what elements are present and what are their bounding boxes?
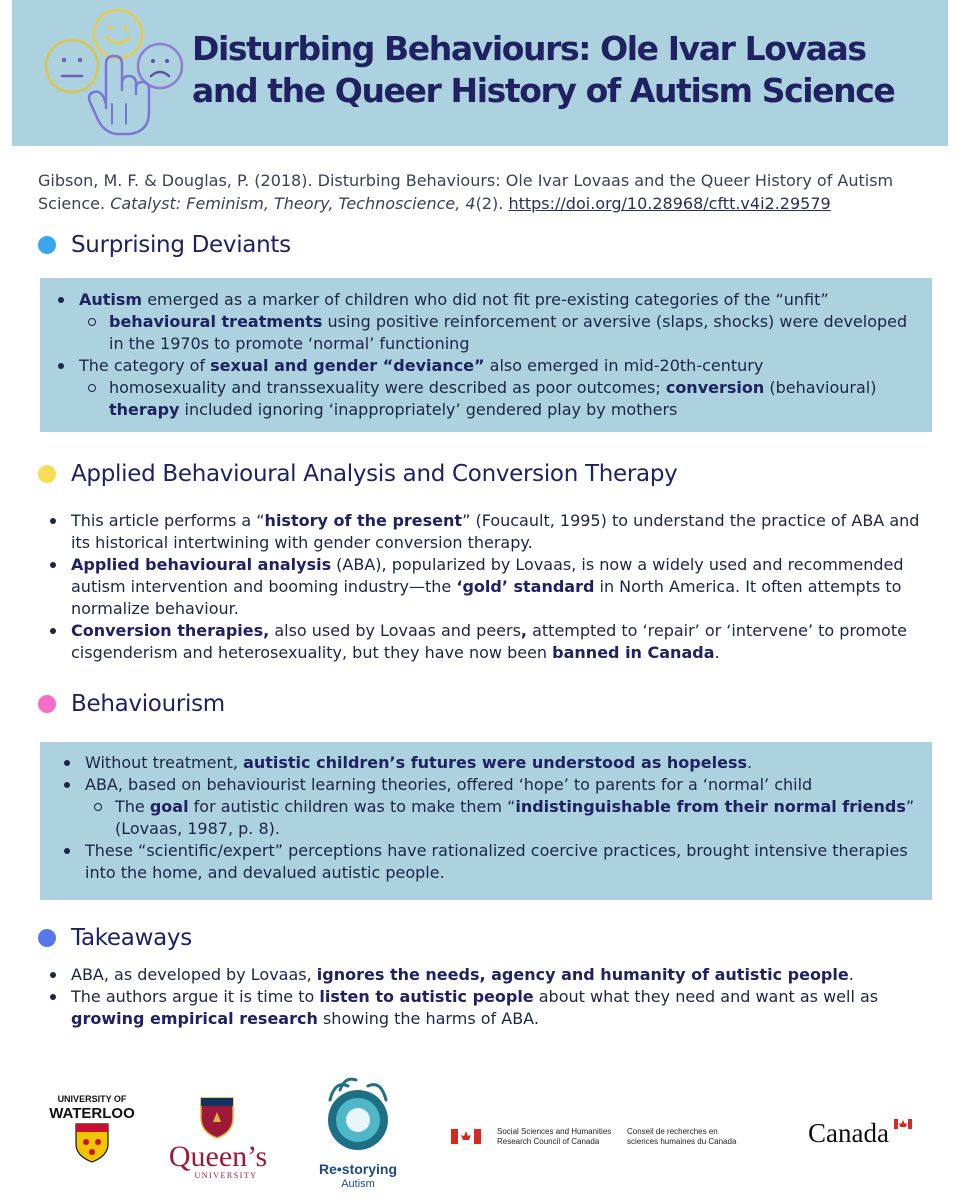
section-title: Applied Behavioural Analysis and Conversion Therapy — [71, 461, 678, 487]
svg-text:Queen’s: Queen’s — [168, 1140, 268, 1173]
list-item: ABA, based on behaviourist learning theories, offered ‘hope’ to parents for a ‘normal’ child — [54, 774, 920, 796]
svg-text:UNIVERSITY OF: UNIVERSITY OF — [57, 1094, 127, 1104]
section-box-surprising-deviants — [40, 278, 932, 432]
canada-wordmark — [808, 1118, 912, 1148]
svg-text:Autism: Autism — [341, 1178, 375, 1190]
waterloo-logo — [49, 1094, 135, 1162]
section-heading-behaviourism — [38, 691, 225, 717]
header-banner — [12, 0, 948, 146]
list-item: Conversion therapies, also used by Lovaas and peers, attempted to ‘repair’ or ‘intervene’ to promote cisgenderism and heterosexuality, but they have now been banned in Canada. — [40, 620, 932, 664]
svg-text:Re•storying: Re•storying — [318, 1161, 398, 1177]
doi-link[interactable]: https://doi.org/10.28968/cftt.v4i2.29579 — [508, 194, 831, 213]
list-item: homosexuality and transsexuality were described as poor outcomes; conversion (behavioural) therapy included ignoring ‘inappropriately’ gendered play by mothers — [48, 377, 920, 421]
list-item: These “scientific/expert” perceptions have rationalized coercive practices, brought intensive therapies into the home, and devalued autistic people. — [54, 840, 920, 884]
blue-dot-icon — [38, 236, 56, 254]
title-line-1: Disturbing Behaviours: Ole Ivar Lovaas — [192, 29, 866, 68]
svg-text:Research Council of Canada: Research Council of Canada — [497, 1137, 600, 1146]
section-heading-aba-conversion — [38, 461, 677, 487]
queens-logo — [169, 1098, 267, 1180]
list-item: Applied behavioural analysis (ABA), popularized by Lovaas, is now a widely used and recommended autism intervention and booming industry—the ‘gold’ standard in North America. It often attempts to normalize behaviour. — [40, 554, 932, 620]
citation-issue: (2). — [475, 194, 504, 213]
title-line-2: and the Queer History of Autism Science — [192, 71, 895, 110]
yellow-dot-icon — [38, 465, 56, 483]
section-box-behaviourism — [40, 742, 932, 900]
restorying-autism-logo — [319, 1079, 397, 1190]
section-body-takeaways — [40, 964, 932, 1030]
section-body-aba-conversion — [40, 510, 932, 664]
page-title — [192, 28, 932, 112]
citation-authors: Gibson, M. F. & Douglas, P. (2018). Disturbing Behaviours: Ole Ivar Lovaas and the Queer History of Autism Science. — [38, 171, 894, 213]
list-item: The authors argue it is time to listen to autistic people about what they need and want as well as growing empirical research showing the harms of ABA. — [40, 986, 932, 1030]
list-item: Autism emerged as a marker of children who did not fit pre-existing categories of the “unfit” — [48, 289, 920, 311]
list-item: The category of sexual and gender “deviance” also emerged in mid-20th-century — [48, 355, 920, 377]
pink-dot-icon — [38, 695, 56, 713]
svg-text:sciences humaines du Canada: sciences humaines du Canada — [627, 1137, 737, 1146]
sshrc-logo — [451, 1127, 737, 1146]
section-title: Behaviourism — [71, 691, 225, 717]
citation-journal-subtitle: : Feminism, Theory, Technoscience, 4 — [175, 194, 476, 213]
emoji-hand-icon — [34, 4, 184, 140]
list-item: behavioural treatments using positive reinforcement or aversive (slaps, shocks) were developed in the 1970s to promote ‘normal’ functioning — [48, 311, 920, 355]
blue-violet-dot-icon — [38, 929, 56, 947]
sponsor-logos — [0, 1070, 960, 1200]
svg-text:Canada: Canada — [808, 1118, 889, 1148]
list-item: ABA, as developed by Lovaas, ignores the needs, agency and humanity of autistic people. — [40, 964, 932, 986]
section-heading-surprising-deviants — [38, 232, 291, 258]
svg-text:Social Sciences and Humanities: Social Sciences and Humanities — [497, 1127, 612, 1136]
section-heading-takeaways — [38, 925, 192, 951]
citation — [38, 169, 928, 215]
list-item: The goal for autistic children was to make them “indistinguishable from their normal friends” (Lovaas, 1987, p. 8). — [54, 796, 920, 840]
list-item: Without treatment, autistic children’s futures were understood as hopeless. — [54, 752, 920, 774]
section-title: Surprising Deviants — [71, 232, 291, 258]
section-title: Takeaways — [71, 925, 192, 951]
svg-text:Conseil de recherches en: Conseil de recherches en — [627, 1127, 718, 1136]
svg-text:UNIVERSITY: UNIVERSITY — [194, 1171, 258, 1180]
citation-journal: Catalyst — [110, 194, 176, 213]
svg-text:WATERLOO: WATERLOO — [49, 1105, 135, 1122]
list-item: This article performs a “history of the present” (Foucault, 1995) to understand the practice of ABA and its historical intertwining with gender conversion therapy. — [40, 510, 932, 554]
